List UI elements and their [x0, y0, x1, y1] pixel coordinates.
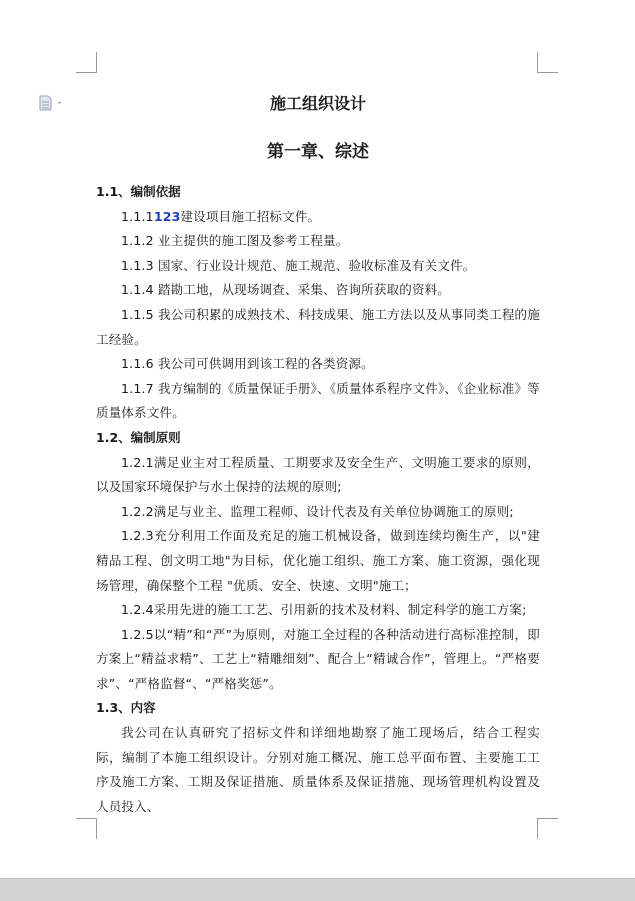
paragraph: 1.2.1满足业主对工程质量、工期要求及安全生产、文明施工要求的原则，以及国家环境保护与水土保持的法规的原则;	[96, 454, 540, 495]
crop-mark-bottom-right	[537, 818, 558, 839]
item-text: 建设项目施工招标文件。	[180, 208, 321, 224]
paragraph	[96, 205, 540, 230]
crop-mark-bottom-left	[76, 818, 97, 839]
document-title: 施工组织设计	[269, 94, 366, 113]
paragraph: 1.1.7 我方编制的《质量保证手册》、《质量体系程序文件》、《企业标准》等质量体系文件。	[96, 380, 540, 421]
paragraph: 1.2.4采用先进的施工工艺、引用新的技术及材料、制定科学的施工方案;	[121, 602, 527, 618]
chapter-title: 第一章、综述	[267, 142, 369, 162]
crop-mark-top-left	[76, 52, 97, 73]
crop-mark-top-right	[537, 52, 558, 73]
paragraph: 1.1.5 我公司积累的成熟技术、科技成果、施工方法以及从事同类工程的施工经验。	[96, 306, 540, 347]
paragraph: 1.1.2 业主提供的施工图及参考工程量。	[121, 233, 349, 249]
highlighted-number: 123	[153, 208, 181, 224]
window-bottom-bar	[0, 878, 635, 901]
paragraph: 1.1.6 我公司可供调用到该工程的各类资源。	[121, 356, 374, 372]
section-heading: 1.1、编制依据	[96, 184, 181, 199]
item-number: 1.1.1	[121, 208, 154, 224]
section-heading: 1.2、编制原则	[96, 429, 181, 445]
paragraph: 我公司在认真研究了招标文件和详细地勘察了施工现场后，结合工程实际，编制了本施工组织设计。分别对施工概况、施工总平面布置、主要施工工序及施工方案、工期及保证措施、质量体系及保证措施、现场管理机构设置及人员投入、	[96, 725, 540, 814]
document-options-icon[interactable]	[38, 95, 64, 111]
section-heading: 1.3、内容	[96, 700, 156, 716]
paragraph: 1.2.2满足与业主、监理工程师、设计代表及有关单位协调施工的原则;	[121, 503, 514, 519]
document-body	[96, 90, 540, 819]
paragraph: 1.2.5以“精”和“严”为原则，对施工全过程的各种活动进行高标准控制，即方案上“精益求精”、工艺上“精雕细刻”、配合上“精诚合作”，管理上。“严格要求”、“严格监督“、“严格奖惩”。	[96, 626, 540, 691]
paragraph: 1.2.3充分利用工作面及充足的施工机械设备，做到连续均衡生产，以"建精品工程、创文明工地"为目标，优化施工组织、施工方案、施工资源，强化现场管理，确保整个工程 "优质、安全、快速、文明"施工；	[96, 528, 540, 593]
paragraph: 1.1.4 踏勘工地，从现场调查、采集、咨询所获取的资料。	[121, 282, 451, 298]
paragraph: 1.1.3 国家、行业设计规范、施工规范、验收标准及有关文件。	[121, 257, 476, 273]
